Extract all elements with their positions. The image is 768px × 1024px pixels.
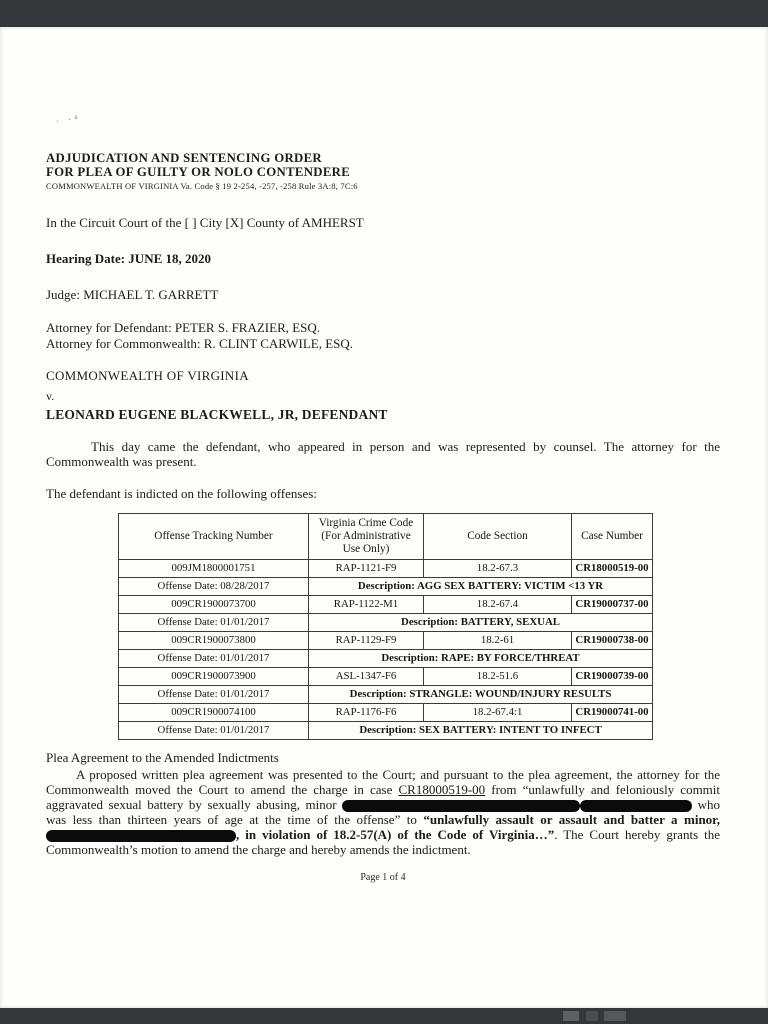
cell-code-section: 18.2-51.6: [424, 668, 572, 686]
cell-tracking: 009CR1900073700: [119, 596, 309, 614]
bottom-bar-artifact: [604, 1011, 626, 1021]
cell-crime-code: RAP-1122-M1: [309, 596, 424, 614]
party-plaintiff: COMMONWEALTH OF VIRGINIA: [46, 368, 249, 383]
cell-tracking: 009CR1900073800: [119, 632, 309, 650]
plea-bold-segment: , in violation of 18.2-57(A) of the Code of Virginia…”: [236, 827, 555, 842]
document-title-line2: FOR PLEA OF GUILTY OR NOLO CONTENDERE: [46, 165, 351, 179]
intro-paragraph: This day came the defendant, who appeared in person and was represented by counsel. The attorney for the Commonwealth was present.: [46, 439, 720, 469]
table-row: [119, 704, 653, 722]
plea-text-segment: . The Court hereby grants the Commonwealth’s motion to amend the charge and hereby amends the indictment.: [46, 827, 720, 857]
table-row: [119, 686, 653, 704]
plea-bold-segment: “unlawfully assault or assault and batter a minor,: [423, 812, 720, 827]
cell-code-section: 18.2-67.4:1: [424, 704, 572, 722]
table-row: [119, 650, 653, 668]
party-defendant: LEONARD EUGENE BLACKWELL, JR, DEFENDANT: [46, 407, 388, 422]
cell-description: Description: AGG SEX BATTERY: VICTIM <13 YR: [309, 578, 653, 596]
court-line: In the Circuit Court of the [ ] City [X] County of AMHERST: [46, 215, 364, 230]
pencil-marks: · ·⁴: [55, 113, 82, 128]
cell-offense-date: Offense Date: 01/01/2017: [119, 650, 309, 668]
redaction-bar: [580, 800, 692, 812]
cell-code-section: 18.2-67.4: [424, 596, 572, 614]
cell-crime-code: RAP-1176-F6: [309, 704, 424, 722]
table-row: [119, 632, 653, 650]
col-header-code-section: Code Section: [424, 514, 572, 560]
table-row: [119, 668, 653, 686]
hearing-date-line: Hearing Date: JUNE 18, 2020: [46, 251, 212, 266]
col-header-tracking: Offense Tracking Number: [119, 514, 309, 560]
cell-code-section: 18.2-67.3: [424, 560, 572, 578]
document-title-line1: ADJUDICATION AND SENTENCING ORDER: [46, 151, 322, 165]
plea-section-heading: Plea Agreement to the Amended Indictments: [46, 750, 279, 765]
plea-text-segment: A proposed written plea agreement was presented to the Court; and pursuant to the plea agreement, the attorney for the Commonwealth moved the Court to amend the charge in case: [46, 767, 720, 797]
bottom-bar-artifact: [563, 1011, 579, 1021]
bottom-bar-artifact: [586, 1011, 598, 1021]
col-header-case-number: Case Number: [572, 514, 653, 560]
versus-label: v.: [46, 389, 55, 403]
page-number: Page 1 of 4: [360, 872, 406, 883]
viewer-bottom-bar: [0, 1008, 768, 1024]
cell-offense-date: Offense Date: 08/28/2017: [119, 578, 309, 596]
cell-case-number: CR19000738-00: [572, 632, 653, 650]
cell-description: Description: STRANGLE: WOUND/INJURY RESULTS: [309, 686, 653, 704]
offense-table: [118, 513, 653, 740]
document-page: [0, 27, 768, 1008]
table-row: [119, 596, 653, 614]
cell-case-number: CR19000739-00: [572, 668, 653, 686]
table-row: [119, 614, 653, 632]
attorney-commonwealth-line: Attorney for Commonwealth: R. CLINT CARWILE, ESQ.: [46, 336, 354, 351]
cell-case-number: CR19000737-00: [572, 596, 653, 614]
cell-crime-code: RAP-1129-F9: [309, 632, 424, 650]
cell-tracking: 009JM1800001751: [119, 560, 309, 578]
cell-offense-date: Offense Date: 01/01/2017: [119, 686, 309, 704]
cell-code-section: 18.2-61: [424, 632, 572, 650]
table-header-row: [119, 514, 653, 560]
cell-crime-code: ASL-1347-F6: [309, 668, 424, 686]
col-header-crime-code: Virginia Crime Code (For Administrative Use Only): [309, 514, 424, 560]
statute-reference-line: COMMONWEALTH OF VIRGINIA Va. Code § 19 2-254, -257, -258 Rule 3A:8, 7C:6: [46, 181, 358, 191]
table-row: [119, 722, 653, 740]
cell-tracking: 009CR1900074100: [119, 704, 309, 722]
cell-offense-date: Offense Date: 01/01/2017: [119, 614, 309, 632]
table-row: [119, 578, 653, 596]
plea-text-segment: who was less than thirteen years of age at the time of the offense” to: [46, 797, 720, 827]
cell-tracking: 009CR1900073900: [119, 668, 309, 686]
indicted-line: The defendant is indicted on the following offenses:: [46, 486, 317, 501]
cell-description: Description: SEX BATTERY: INTENT TO INFECT: [309, 722, 653, 740]
case-reference: CR18000519-00: [398, 782, 486, 797]
cell-case-number: CR19000741-00: [572, 704, 653, 722]
plea-text-segment: from “unlawfully and feloniously commit aggravated sexual battery by sexually abusing, minor: [46, 782, 721, 812]
table-row: [119, 560, 653, 578]
redaction-bar: [342, 800, 580, 812]
document-content: [0, 27, 768, 883]
cell-case-number: CR18000519-00: [572, 560, 653, 578]
cell-description: Description: RAPE: BY FORCE/THREAT: [309, 650, 653, 668]
cell-crime-code: RAP-1121-F9: [309, 560, 424, 578]
judge-line: Judge: MICHAEL T. GARRETT: [46, 287, 219, 302]
plea-paragraph: [46, 767, 720, 857]
cell-offense-date: Offense Date: 01/01/2017: [119, 722, 309, 740]
redaction-bar: [46, 830, 236, 842]
attorney-defendant-line: Attorney for Defendant: PETER S. FRAZIER, ESQ.: [46, 320, 321, 335]
viewer-top-bar: [0, 0, 768, 27]
cell-description: Description: BATTERY, SEXUAL: [309, 614, 653, 632]
